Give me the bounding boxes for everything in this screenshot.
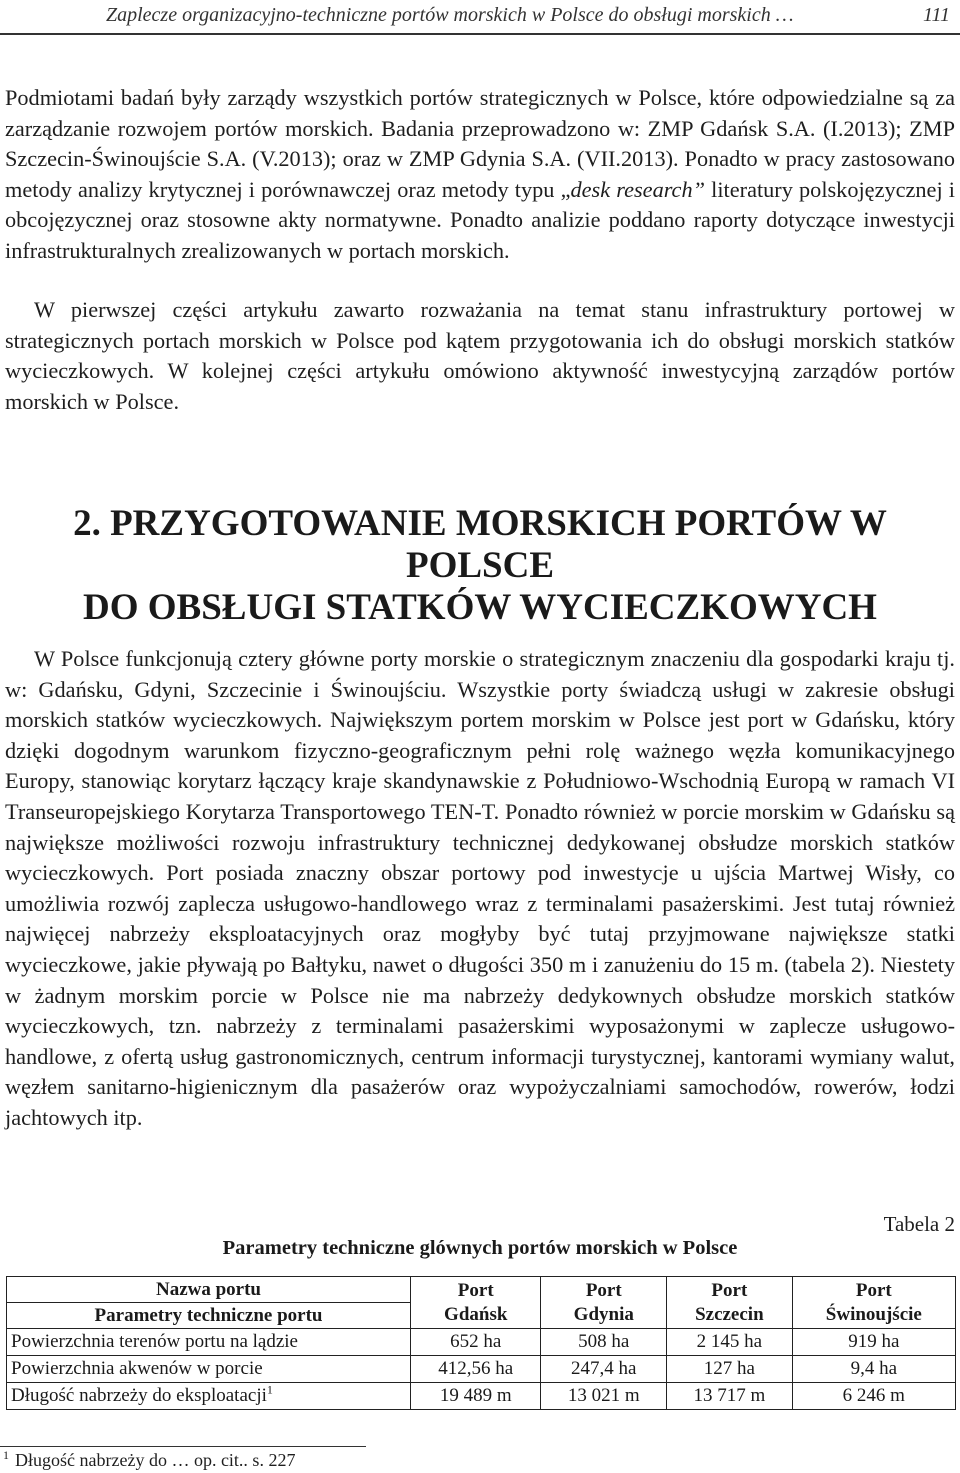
ports-table bbox=[6, 1276, 956, 1410]
table-cell: 6 246 m bbox=[792, 1383, 955, 1410]
table-label: Tabela 2 bbox=[883, 1212, 955, 1236]
table-cell: 13 717 m bbox=[667, 1383, 793, 1410]
section-title-line-2: DO OBSŁUGI STATKÓW WYCIECZKOWYCH bbox=[83, 587, 877, 628]
column-header-line-1: Port bbox=[457, 1279, 494, 1301]
section-number: 2. bbox=[73, 503, 101, 544]
page-number: 111 bbox=[922, 4, 950, 26]
column-header-line-1: Port bbox=[585, 1279, 622, 1301]
header-rule bbox=[0, 33, 960, 35]
intro-paragraph-2-text: W pierwszej części artykułu zawarto rozważania na temat stanu infrastruktury portowej w strategicznych portach morskich w Polsce pod kątem przygotowania ich do obsługi morskich statków wycieczkowych. W kolejnej części artykułu omówiono aktywność inwestycyjną zarządów portów morskich w Polsce. bbox=[5, 297, 955, 414]
column-header-gdansk bbox=[411, 1277, 541, 1329]
intro-paragraph-1-emphasis: desk research” bbox=[570, 176, 706, 202]
table-cell-parameter-text: Długość nabrzeży do eksploatacji bbox=[11, 1385, 267, 1406]
table-cell: 508 ha bbox=[541, 1329, 667, 1356]
column-header-line-2: Świnoujście bbox=[825, 1303, 922, 1325]
running-header-title: Zaplecze organizacyjno-techniczne portów morskich w Polsce do obsługi morskich … bbox=[106, 4, 794, 26]
table-cell-parameter: Powierzchnia akwenów w porcie bbox=[7, 1356, 411, 1383]
column-header-line-1: Port bbox=[711, 1279, 748, 1301]
column-header-swinoujscie bbox=[792, 1277, 955, 1329]
table-cell-parameter: Powierzchnia terenów portu na lądzie bbox=[7, 1329, 411, 1356]
corner-header-parameters: Parametry techniczne portu bbox=[94, 1305, 323, 1326]
table-row bbox=[7, 1329, 956, 1356]
section-title-line-1: PRZYGOTOWANIE MORSKICH PORTÓW W POLSCE bbox=[110, 503, 887, 586]
intro-paragraph-1-text-a: Podmiotami badań były zarządy wszystkich portów strategicznych w Polsce, które odpowiedzialne są za zarządzanie rozwojem portów morskich. Badania przeprowadzono w: ZMP Gdańsk S.A. (I.2013); ZMP Szczecin-Świnoujście S.A. (V.2013); oraz w ZMP Gdynia S.A. (VII.2013). Ponadto w pracy zastosowano metody analizy krytycznej i porównawczej oraz metody typu „ bbox=[5, 85, 955, 202]
footnote-text: Długość nabrzeży do … op. cit.. s. 227 bbox=[15, 1450, 296, 1470]
table-title-text: Parametry techniczne glównych portów morskich w Polsce bbox=[222, 1237, 738, 1259]
table-cell: 127 ha bbox=[667, 1356, 793, 1383]
table-cell: 652 ha bbox=[411, 1329, 541, 1356]
table-cell: 19 489 m bbox=[411, 1383, 541, 1410]
table-header-row bbox=[7, 1277, 956, 1329]
intro-paragraph-2 bbox=[5, 295, 955, 417]
body-paragraph-text: W Polsce funkcjonują cztery główne porty morskie o strategicznym znaczeniu dla gospodarki kraju tj. w: Gdańsku, Gdyni, Szczecinie i Świnoujściu. Wszystkie porty świadczą usługi w zakresie obsługi morskich statków wycieczkowych. Największym portem morskim w Polsce jest port w Gdańsku, który dzięki dogodnym warunkom fizyczno-geograficznym pełni rolę ważnego węzła komunikacyjnego Europy, stanowiąc korytarz łączący kraje skandynawskie z Południowo-Wschodnią Europą w ramach VI Transeuropejskiego Korytarza Transportowego TEN-T. Ponadto również w porcie morskim w Gdańsku są największe możliwości rozwoju infrastruktury technicznej dedykowanej obsłudze morskich statków wycieczkowych. Port posiada znaczny obszar portowy pod inwestycje u ujścia Martwej Wisły, co umożliwia rozwój zaplecza usługowo-handlowego wraz z terminalami pasażerskimi. Jest tutaj również najwięcej nabrzeży eksploatacyjnych oraz mogłyby być tutaj przyjmowane największe statki wycieczkowe, jakie pływają po Bałtyku, nawet o długości 350 m i zanużeniu do 15 m. (tabela 2). Niestety w żadnym morskim porcie w Polsce nie ma nabrzeży dedykownych obsłudze morskich statków wycieczkowych, tzn. nabrzeży z terminalami pasażerskimi wyposażonymi w zaplecze usługowo-handlowe, z ofertą usług gastronomicznych, centrum informacji turystycznej, kantorami wymiany walut, węzłem sanitarno-higienicznym dla pasażerów oraz wypożyczalniami samochodów, rowerów, łodzi jachtowych itp. bbox=[5, 646, 955, 1130]
column-header-gdynia bbox=[541, 1277, 667, 1329]
footnote-rule bbox=[0, 1446, 366, 1447]
table-row bbox=[7, 1356, 956, 1383]
footnote-reference[interactable]: 1 bbox=[266, 1382, 273, 1397]
running-header bbox=[0, 0, 960, 30]
table-cell-parameter bbox=[7, 1383, 411, 1410]
corner-header-port-name: Nazwa portu bbox=[7, 1277, 410, 1303]
body-paragraph bbox=[5, 644, 955, 1134]
table-cell: 2 145 ha bbox=[667, 1329, 793, 1356]
table-corner-header bbox=[7, 1277, 411, 1329]
table-cell: 412,56 ha bbox=[411, 1356, 541, 1383]
column-header-line-2: Gdańsk bbox=[444, 1303, 508, 1325]
table-title bbox=[0, 1237, 960, 1260]
intro-paragraph-1 bbox=[5, 83, 955, 267]
table-cell: 247,4 ha bbox=[541, 1356, 667, 1383]
intro-paragraph-1-text-b: literatury polskojęzycznej i obcojęzycznej oraz stosowne akty normatywne. Ponadto analizie poddano raporty dotyczące inwestycji infrastrukturalnych zrealizowanych w portach morskich. bbox=[5, 176, 955, 263]
column-header-szczecin bbox=[667, 1277, 793, 1329]
table-cell: 9,4 ha bbox=[792, 1356, 955, 1383]
footnote bbox=[3, 1449, 295, 1471]
column-header-line-2: Gdynia bbox=[573, 1303, 634, 1325]
column-header-line-2: Szczecin bbox=[695, 1303, 764, 1325]
column-header-line-1: Port bbox=[855, 1279, 892, 1301]
section-heading bbox=[0, 503, 960, 629]
table-cell: 13 021 m bbox=[541, 1383, 667, 1410]
table-row bbox=[7, 1383, 956, 1410]
table-cell: 919 ha bbox=[792, 1329, 955, 1356]
footnote-mark: 1 bbox=[3, 1448, 9, 1462]
